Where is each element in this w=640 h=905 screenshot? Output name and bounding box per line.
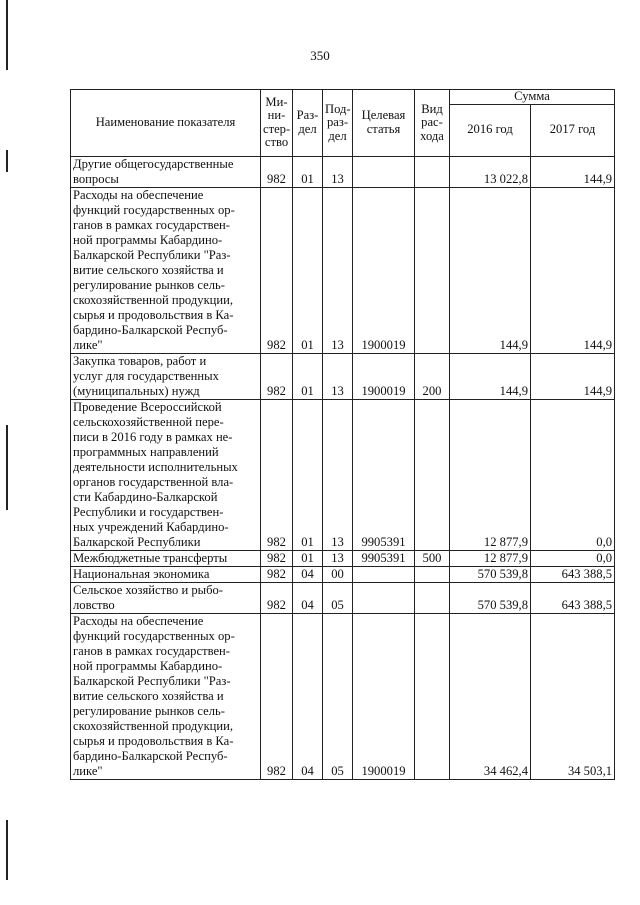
header-expense-type: Вид рас- хода xyxy=(415,90,450,157)
header-sum: Сумма xyxy=(450,90,615,105)
row-section: 04 xyxy=(293,613,323,779)
row-subsection: 13 xyxy=(323,353,353,399)
row-target xyxy=(353,566,415,582)
page-number: 350 xyxy=(310,48,330,63)
row-section: 04 xyxy=(293,566,323,582)
row-expense-type: 500 xyxy=(415,550,450,566)
header-subsection: Под- раз- дел xyxy=(323,90,353,157)
row-amount-2016: 13 022,8 xyxy=(450,156,531,187)
row-section: 01 xyxy=(293,353,323,399)
row-section: 01 xyxy=(293,187,323,353)
row-ministry: 982 xyxy=(261,566,293,582)
row-amount-2017: 643 388,5 xyxy=(531,582,615,613)
row-amount-2017: 643 388,5 xyxy=(531,566,615,582)
row-expense-type xyxy=(415,187,450,353)
header-name: Наименование показателя xyxy=(71,90,261,157)
row-amount-2016: 570 539,8 xyxy=(450,566,531,582)
row-ministry: 982 xyxy=(261,187,293,353)
row-name: Национальная экономика xyxy=(71,566,261,582)
row-section: 01 xyxy=(293,399,323,550)
table-row xyxy=(71,156,615,187)
row-amount-2017: 144,9 xyxy=(531,156,615,187)
row-expense-type xyxy=(415,399,450,550)
table-row xyxy=(71,550,615,566)
row-amount-2017: 144,9 xyxy=(531,187,615,353)
table-row xyxy=(71,399,615,550)
row-name: Межбюджетные трансферты xyxy=(71,550,261,566)
row-subsection: 13 xyxy=(323,156,353,187)
table-row xyxy=(71,582,615,613)
header-section: Раз- дел xyxy=(293,90,323,157)
row-subsection: 05 xyxy=(323,582,353,613)
row-ministry: 982 xyxy=(261,156,293,187)
scan-mark-left-3 xyxy=(6,820,8,880)
row-expense-type xyxy=(415,582,450,613)
row-name: Закупка товаров, работ и услуг для государственных (муниципальных) нужд xyxy=(71,353,261,399)
row-amount-2017: 0,0 xyxy=(531,550,615,566)
row-ministry: 982 xyxy=(261,353,293,399)
row-expense-type xyxy=(415,613,450,779)
row-target: 1900019 xyxy=(353,187,415,353)
header-2016: 2016 год xyxy=(450,104,531,156)
row-section: 01 xyxy=(293,550,323,566)
row-expense-type xyxy=(415,566,450,582)
table-row xyxy=(71,566,615,582)
row-expense-type xyxy=(415,156,450,187)
header-ministry: Ми- ни- стер- ство xyxy=(261,90,293,157)
row-name: Расходы на обеспечение функций государственных ор- ганов в рамках государствен- ной программы Кабардино- Балкарской Республики "Раз- витие сельского хозяйства и регулирование рынков сель- скохозяйственной продукции, сырья и продовольствия в Ка- бардино-Балкарской Респуб- лике" xyxy=(71,187,261,353)
table-row xyxy=(71,187,615,353)
row-target: 9905391 xyxy=(353,399,415,550)
table-row xyxy=(71,353,615,399)
row-target xyxy=(353,156,415,187)
row-amount-2016: 144,9 xyxy=(450,187,531,353)
scan-mark-left-2 xyxy=(6,425,8,510)
row-subsection: 13 xyxy=(323,550,353,566)
row-subsection: 00 xyxy=(323,566,353,582)
row-name: Расходы на обеспечение функций государственных ор- ганов в рамках государствен- ной программы Кабардино- Балкарской Республики "Раз- витие сельского хозяйства и регулирование рынков сель- скохозяйственной продукции, сырья и продовольствия в Ка- бардино-Балкарской Респуб- лике" xyxy=(71,613,261,779)
row-expense-type: 200 xyxy=(415,353,450,399)
row-ministry: 982 xyxy=(261,399,293,550)
row-target: 1900019 xyxy=(353,353,415,399)
header-2017: 2017 год xyxy=(531,104,615,156)
row-amount-2017: 34 503,1 xyxy=(531,613,615,779)
row-amount-2017: 0,0 xyxy=(531,399,615,550)
row-target xyxy=(353,582,415,613)
row-section: 04 xyxy=(293,582,323,613)
row-amount-2016: 570 539,8 xyxy=(450,582,531,613)
row-subsection: 05 xyxy=(323,613,353,779)
row-amount-2016: 144,9 xyxy=(450,353,531,399)
row-name: Сельское хозяйство и рыбо- ловство xyxy=(71,582,261,613)
row-ministry: 982 xyxy=(261,582,293,613)
row-subsection: 13 xyxy=(323,187,353,353)
scan-mark-left-1 xyxy=(6,150,8,172)
row-ministry: 982 xyxy=(261,550,293,566)
row-amount-2017: 144,9 xyxy=(531,353,615,399)
row-amount-2016: 12 877,9 xyxy=(450,399,531,550)
header-target: Целевая статья xyxy=(353,90,415,157)
table-row xyxy=(71,613,615,779)
row-target: 1900019 xyxy=(353,613,415,779)
row-amount-2016: 12 877,9 xyxy=(450,550,531,566)
row-section: 01 xyxy=(293,156,323,187)
row-ministry: 982 xyxy=(261,613,293,779)
budget-table xyxy=(70,89,615,780)
row-subsection: 13 xyxy=(323,399,353,550)
row-amount-2016: 34 462,4 xyxy=(450,613,531,779)
row-target: 9905391 xyxy=(353,550,415,566)
row-name: Проведение Всероссийской сельскохозяйственной пере- писи в 2016 году в рамках не- программных направлений деятельности исполнительных органов государственной вла- сти Кабардино-Балкарской Республики и государствен- ных учреждений Кабардино- Балкарской Республики xyxy=(71,399,261,550)
row-name: Другие общегосударственные вопросы xyxy=(71,156,261,187)
